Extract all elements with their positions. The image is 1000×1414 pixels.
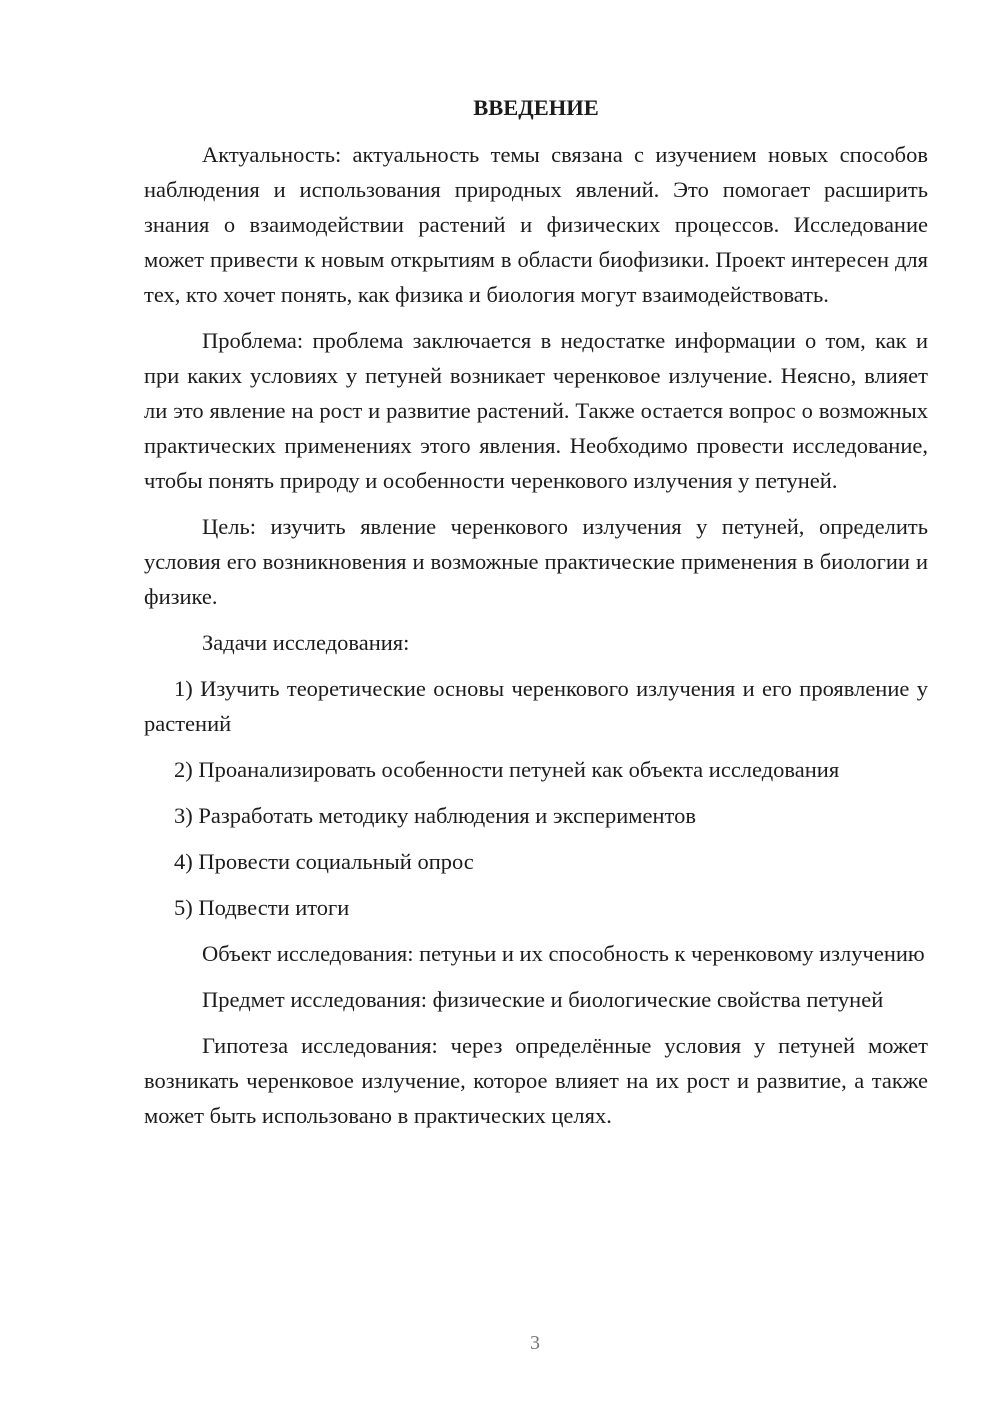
list-item: 2) Проанализировать особенности петуней как объекта исследования <box>174 757 840 782</box>
page-number: 3 <box>530 1332 540 1354</box>
subject-paragraph: Предмет исследования: физические и биологические свойства петуней <box>202 987 884 1012</box>
hypothesis-paragraph: Гипотеза исследования: через определённые условия у петуней может возникать черенковое излучение, которое влияет на их рост и развитие, а также может быть использовано в практических целях. <box>144 1033 928 1128</box>
list-item: 4) Провести социальный опрос <box>174 849 474 874</box>
tasks-list <box>144 671 928 925</box>
page-title: ВВЕДЕНИЕ <box>473 95 599 120</box>
list-item: 5) Подвести итоги <box>174 895 350 920</box>
relevance-paragraph: Актуальность: актуальность темы связана с изучением новых способов наблюдения и использования природных явлений. Это помогает расширить знания о взаимодействии растений и физических процессов. Исследование может привести к новым открытиям в области биофизики. Проект интересен для тех, кто хочет понять, как физика и биология могут взаимодействовать. <box>144 142 928 307</box>
list-item: 1) Изучить теоретические основы черенкового излучения и его проявление у растений <box>144 676 928 736</box>
document-page <box>144 90 928 1144</box>
object-paragraph: Объект исследования: петуньи и их способность к черенковому излучению <box>202 941 925 966</box>
list-item: 3) Разработать методику наблюдения и экспериментов <box>174 803 696 828</box>
tasks-heading: Задачи исследования: <box>202 630 410 655</box>
goal-paragraph: Цель: изучить явление черенкового излучения у петуней, определить условия его возникновения и возможные практические применения в биологии и физике. <box>144 514 928 609</box>
problem-paragraph: Проблема: проблема заключается в недостатке информации о том, как и при каких условиях у петуней возникает черенковое излучение. Неясно, влияет ли это явление на рост и развитие растений. Также остается вопрос о возможных практических применениях этого явления. Необходимо провести исследование, чтобы понять природу и особенности черенкового излучения у петуней. <box>144 328 928 493</box>
